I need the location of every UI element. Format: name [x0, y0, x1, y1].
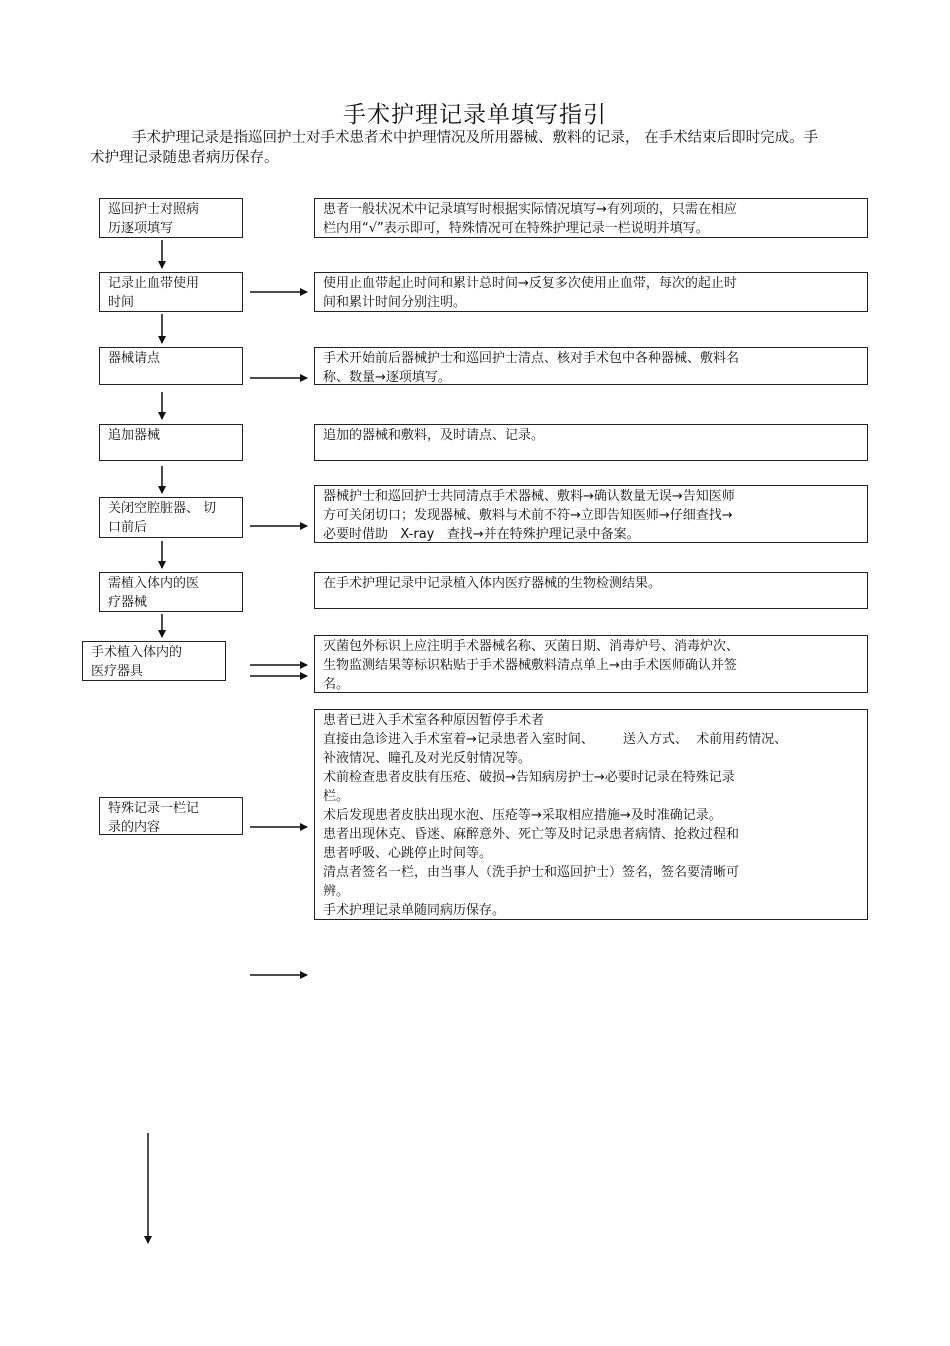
step-label: 特殊记录一栏记 录的内容 [108, 801, 200, 835]
step-description: 在手术护理记录中记录植入体内医疗器械的生物检测结果。 [323, 576, 662, 591]
step-description: 手术开始前后器械护士和巡回护士清点、核对手术包中各种器械、敷料名 称、数量→逐项填写。 [323, 351, 740, 385]
step-label: 追加器械 [108, 428, 161, 443]
step-label: 关闭空腔脏器、 切 口前后 [108, 501, 217, 535]
step-description: 患者已进入手术室各种原因暂停手术者 直接由急诊进入手术室着→记录患者入室时间、 送入方式、 术前用药情况、 补液情况、瞳孔及对光反射情况等。 术前检查患者皮肤有压疮、破损→告知病房护士→必要时记录在特殊记录 栏。 术后发现患者皮肤出现水泡、压疮等→采取相应措施→及时准确记录。 患者出现休克、昏迷、麻醉意外、死亡等及时记录患者病情、抢救过程和 患者呼吸、心跳停止时间等。 清点者签名一栏，由当事人（洗手护士和巡回护士）签名，签名要清晰可 辨。 手术护理记录单随同病历保存。 [323, 713, 788, 918]
intro-paragraph: 手术护理记录是指巡回护士对手术患者术中护理情况及所用器械、敷料的记录， 在手术结束后即时完成。手术护理记录随患者病历保存。 [90, 130, 819, 166]
page-title: 手术护理记录单填写指引 [343, 102, 607, 128]
step-description: 使用止血带起止时间和累计总时间→反复多次使用止血带，每次的起止时 间和累计时间分别注明。 [323, 276, 737, 310]
step-description: 灭菌包外标识上应注明手术器械名称、灭菌日期、消毒炉号、消毒炉次、 生物监测结果等标识粘贴于手术器械敷料清点单上→由手术医师确认并签 名。 [323, 639, 740, 692]
step-description: 器械护士和巡回护士共同清点手术器械、敷料→确认数量无误→告知医师 方可关闭切口；发现器械、敷料与术前不符→立即告知医师→仔细查找→ 必要时借助 X-ray 查找→并在特殊护理记录中备案。 [323, 489, 735, 542]
step-label: 器械请点 [108, 351, 161, 366]
step-label: 需植入体内的医 疗器械 [108, 576, 200, 610]
step-label: 手术植入体内的 医疗器具 [91, 645, 183, 679]
step-description: 患者一般状况术中记录填写时根据实际情况填写→有列项的，只需在相应 栏内用“√”表示即可，特殊情况可在特殊护理记录一栏说明并填写。 [323, 202, 737, 236]
step-label: 巡回护士对照病 历逐项填写 [108, 202, 200, 236]
step-label: 记录止血带使用 时间 [108, 276, 200, 310]
step-description: 追加的器械和敷料，及时请点、记录。 [323, 428, 545, 443]
